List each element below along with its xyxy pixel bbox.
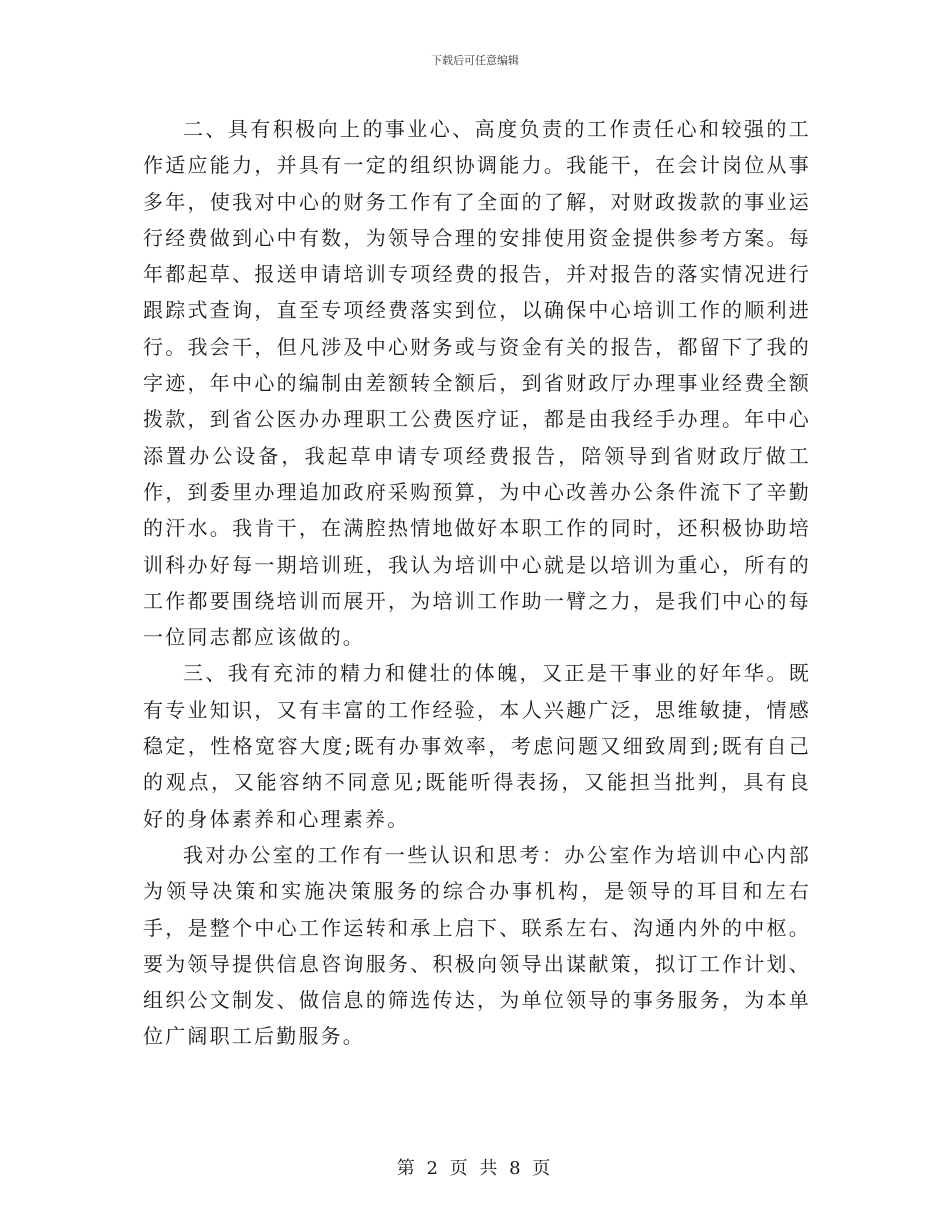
page-number-footer: 第 2 页 共 8 页 (396, 1158, 554, 1179)
paragraph-3-energy: 三、我有充沛的精力和健壮的体魄，又正是干事业的好年华。既有专业知识，又有丰富的工作经验，本人兴趣广泛，思维敏捷，情感稳定，性格宽容大度;既有办事效率，考虑问题又细致周到;既有自己的观点，又能容纳不同意见;既能听得表扬，又能担当批判，具有良好的身体素养和心理素养。 (143, 661, 811, 831)
page-header: 下载后可任意编辑 (431, 54, 519, 67)
document-body (143, 111, 811, 1055)
paragraph-2-qualities: 二、具有积极向上的事业心、高度负责的工作责任心和较强的工作适应能力，并具有一定的组织协调能力。我能干，在会计岗位从事多年，使我对中心的财务工作有了全面的了解，对财政拨款的事业运行经费做到心中有数，为领导合理的安排使用资金提供参考方案。每年都起草、报送申请培训专项经费的报告，并对报告的落实情况进行跟踪式查询，直至专项经费落实到位，以确保中心培训工作的顺利进行。我会干，但凡涉及中心财务或与资金有关的报告，都留下了我的字迹，年中心的编制由差额转全额后，到省财政厅办理事业经费全额拨款，到省公医办办理职工公费医疗证，都是由我经手办理。年中心添置办公设备，我起草申请专项经费报告，陪领导到省财政厅做工作，到委里办理追加政府采购预算，为中心改善办公条件流下了辛勤的汗水。我肯干，在满腔热情地做好本职工作的同时，还积极协助培训科办好每一期培训班，我认为培训中心就是以培训为重心，所有的工作都要围绕培训而展开，为培训工作助一臂之力，是我们中心的每一位同志都应该做的。 (143, 117, 811, 650)
paragraph-office-understanding: 我对办公室的工作有一些认识和思考：办公室作为培训中心内部为领导决策和实施决策服务的综合办事机构，是领导的耳目和左右手，是整个中心工作运转和承上启下、联系左右、沟通内外的中枢。要为领导提供信息咨询服务、积极向领导出谋献策，拟订工作计划、组织公文制发、做信息的筛选传达，为单位领导的事务服务，为本单位广阔职工后勤服务。 (143, 842, 811, 1049)
